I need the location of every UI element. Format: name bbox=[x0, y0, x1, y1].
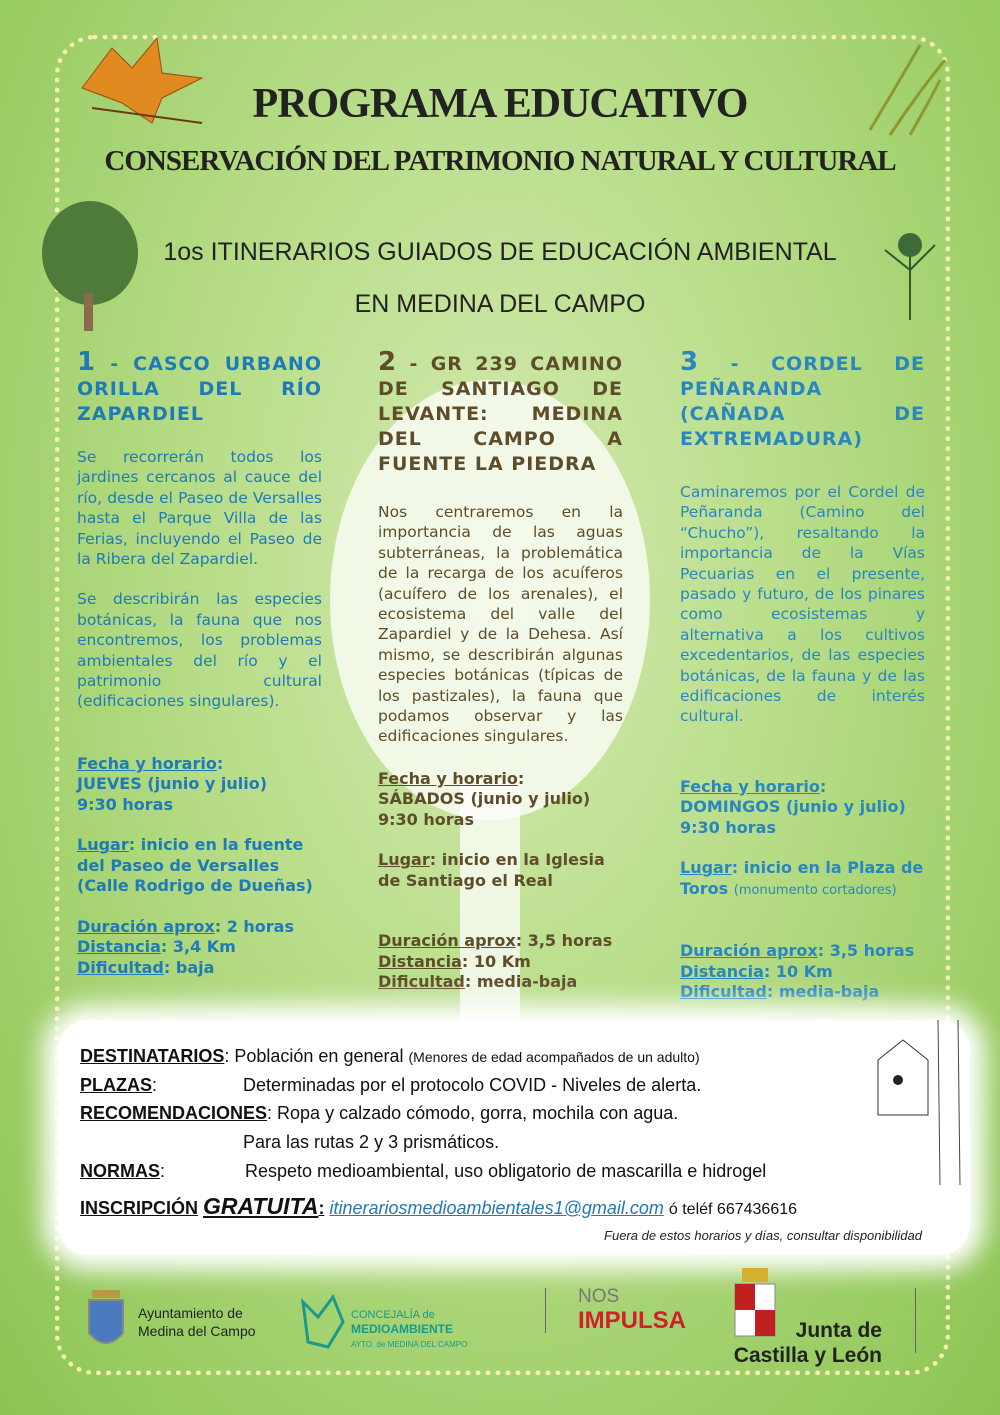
info-inscripcion: INSCRIPCIÓN GRATUITA: itinerariosmedioambientales1@gmail.com ó teléf 667436616 bbox=[80, 1193, 798, 1219]
info-destinatarios: DESTINATARIOS: Población en general (Menores de edad acompañados de un adulto) bbox=[80, 1046, 700, 1066]
route-title: 1 - CASCO URBANO ORILLA DEL RÍO ZAPARDIEL bbox=[77, 347, 322, 425]
info-recomendaciones: RECOMENDACIONES: Ropa y calzado cómodo, gorra, mochila con agua. bbox=[80, 1103, 679, 1123]
route-location: Lugar: inicio en la fuente del Paseo de Versalles (Calle Rodrigo de Dueñas) bbox=[77, 835, 313, 896]
route-description: Se recorrerán todos los jardines cercanos al cauce del río, desde el Paseo de Versalles hasta el Parque Villa de las Ferias, incluyendo el Paseo de la Ribera del Zapardiel. bbox=[77, 448, 322, 569]
medina-coat-of-arms-icon bbox=[86, 1288, 126, 1353]
route-location: Lugar: inicio en la Plaza de Toros (monumento cortadores) bbox=[680, 858, 924, 898]
email-link[interactable]: itinerariosmedioambientales1@gmail.com bbox=[329, 1198, 664, 1218]
title-programa: PROGRAMA EDUCATIVO bbox=[252, 81, 748, 127]
route-title: 3 - CORDEL DE PEÑARANDA (CAÑADA DE EXTREMADURA) bbox=[680, 347, 925, 450]
route-details: Duración aprox: 3,5 horas Distancia: 10 Km Dificultad: media-baja bbox=[378, 931, 613, 992]
route-schedule: Fecha y horario: SÁBADOS (junio y julio) 9:30 horas bbox=[378, 768, 591, 829]
birdhouse-icon bbox=[868, 1020, 968, 1185]
route-details: Duración aprox: 2 horas Distancia: 3,4 Km Dificultad: baja bbox=[77, 916, 294, 977]
route-location: Lugar: inicio en la Iglesia de Santiago el Real bbox=[378, 850, 605, 890]
subtitle-itinerarios: 1os ITINERARIOS GUIADOS DE EDUCACIÓN AMBIENTAL bbox=[163, 238, 837, 266]
info-recomendaciones-2: Para las rutas 2 y 3 prismáticos. bbox=[243, 1132, 500, 1152]
wheat-icon bbox=[860, 40, 950, 140]
logo-divider bbox=[915, 1288, 916, 1353]
route-description: Se describirán las especies botánicas, la fauna que nos encontremos, los problemas ambientales del río y el patrimonio cultural (edificaciones singulares). bbox=[77, 590, 322, 711]
route-details: Duración aprox: 3,5 horas Distancia: 10 Km Dificultad: media-baja bbox=[680, 941, 915, 1002]
logo-ayuntamiento: Ayuntamiento de Medina del Campo bbox=[138, 1305, 256, 1339]
footnote: Fuera de estos horarios y días, consultar disponibilidad bbox=[604, 1228, 922, 1243]
route-schedule: Fecha y horario: DOMINGOS (junio y julio) 9:30 horas bbox=[680, 776, 906, 837]
route-schedule: Fecha y horario: JUEVES (junio y julio) 9:30 horas bbox=[77, 753, 268, 814]
route-3 bbox=[680, 347, 925, 1023]
logo-concejalia: CONCEJALÍA de MEDIOAMBIENTE AYTO. de MEDINA DEL CAMPO bbox=[351, 1309, 468, 1349]
info-plazas: PLAZAS: Determinadas por el protocolo COVID - Niveles de alerta. bbox=[80, 1075, 702, 1095]
route-1 bbox=[77, 347, 322, 998]
logo-divider bbox=[545, 1288, 546, 1333]
route-description: Caminaremos por el Cordel de Peñaranda (Camino del “Chucho”), resaltando la importancia de la Vías Pecuarias en el presente, pasado y futuro, de los pinares como ecosistemas y alternativa a los cultivos excedentarios, de las especies botánicas, de la fauna y de las edificaciones de interés cultural. bbox=[680, 483, 925, 726]
fox-icon bbox=[298, 1292, 348, 1352]
logo-junta: Junta de Castilla y León bbox=[733, 1319, 882, 1367]
route-title: 2 - GR 239 CAMINO DE SANTIAGO DE LEVANTE: MEDINA DEL CAMPO A FUENTE LA PIEDRA bbox=[378, 347, 623, 475]
subtitle-medina: EN MEDINA DEL CAMPO bbox=[354, 290, 646, 318]
info-normas: NORMAS: Respeto medioambiental, uso obligatorio de mascarilla e hidrogel bbox=[80, 1161, 767, 1181]
route-2 bbox=[378, 347, 623, 1013]
title-conservacion: CONSERVACIÓN DEL PATRIMONIO NATURAL Y CULTURAL bbox=[104, 145, 896, 177]
route-description: Nos centraremos en la importancia de las aguas subterráneas, la problemática de la recarga de los acuíferos (acuífero de los arenales), el ecosistema del valle del Zapardiel y de la Dehesa. Así mismo, se describirán algunas especies botánicas (típicas de los pastizales), la fauna que podamos observar y las edificaciones singulares. bbox=[378, 503, 623, 746]
logo-nos-impulsa: NOS IMPULSA bbox=[578, 1286, 686, 1334]
